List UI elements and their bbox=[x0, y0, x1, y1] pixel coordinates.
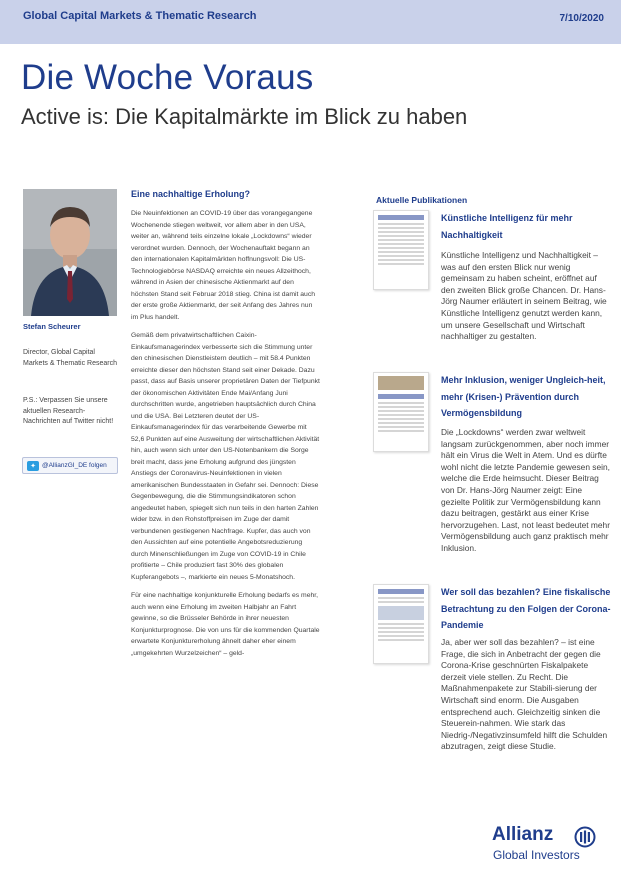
author-role: Director, Global Capital Markets & Thematic Research bbox=[23, 349, 118, 367]
header-date: 7/10/2020 bbox=[559, 13, 604, 24]
article-paragraph: Gemäß dem privatwirtschaftlichen Caixin-Einkaufsmanagerindex verbesserte sich die Stimmung unter den chinesischen Dienstleistern deutlich – mit 58.4 Punkten erreichte dieser den höchsten Stand seit einer Dekade. Dazu passt, dass auf Basis unserer proprietären Daten der Tiefpunkt der ökonomischen Aktivitäten Ende Mai/Anfang Juni durchschritten wurde, angetrieben hauptsächlich durch China und die USA. Bei Letzteren deutet der US-Einkaufsmanagerindex für das verarbeitende Gewerbe mit 52,6 Punkten auf eine Ausweitung der wirtschaftlichen Aktivität hin, auch wenn sich unter den US-Notenbankern die Sorge breit macht, dass jene Erholung aufgrund des jüngsten Anstiegs der Coronavirus-Neuinfektionen in vielen amerikanischen Bundesstaaten in Gefahr sei. Dennoch: Diese Gegenbewegung, die die Stimmungsindikatoren schon angedeutet haben, spiegelt sich nun teils in den harten Zahlen wider bzw. in den Rohstoffpreisen im Zuge der damit verbundenen gestiegenen Nachfrage. Kupfer, das auch von den Aussichten auf eine potentielle Angebotsreduzierung durch Minenschließungen im Zuge von COVID-19 in Chile profitierte – Chile produziert fast 30% des globalen Kupferangebots –, markierte ein neues 5-Monatshoch. bbox=[131, 332, 320, 581]
page-title: Die Woche Voraus bbox=[21, 58, 314, 97]
publications-heading: Aktuelle Publikationen bbox=[376, 195, 468, 205]
logo-brand: Allianz bbox=[492, 824, 554, 845]
article-heading: Eine nachhaltige Erholung? bbox=[131, 189, 251, 199]
allianz-gi-logo bbox=[492, 824, 602, 864]
publication-thumbnail[interactable] bbox=[373, 210, 429, 290]
publication-text: Ja, aber wer soll das bezahlen? – ist eine Frage, die sich in Anbetracht der gegen die Corona-Krise geschnürten Fiskalpakete derzeit viele stellen. Zu Recht. Die Maßnahmenpakete zur Stabili-sierung der Wirtschaft sind enorm. Die Ausgaben entsprechend auch. Gleichzeitig sinken die Steuerein-nahmen. Wie stark das Niedrig-/Negativzinsumfeld hilft die Schulden abzutragen, zeigt diese Studie. bbox=[441, 637, 608, 752]
publication-thumbnail[interactable] bbox=[373, 584, 429, 664]
header-brand-line: Global Capital Markets & Thematic Research bbox=[23, 10, 257, 22]
header-band bbox=[0, 0, 621, 44]
author-ps-note: P.S.: Verpassen Sie unsere aktuellen Research-Nachrichten auf Twitter nicht! bbox=[23, 397, 114, 425]
publication-text: Künstliche Intelligenz und Nachhaltigkeit – was auf den ersten Blick nur wenig gemeinsam zu haben scheint, eröffnet auf den zweiten Blick große Chancen. Dr. Hans-Jörg Naumer erläutert in seinem Beitrag, wie Künstliche Intelligenz genutzt werden kann, um unsere Gesellschaft und Wirtschaft nachhaltiger zu gestalten. bbox=[441, 250, 607, 342]
twitter-icon: ✦ bbox=[27, 461, 39, 471]
twitter-follow-button[interactable] bbox=[22, 457, 118, 474]
publication-title[interactable]: Mehr Inklusion, weniger Ungleich-heit, mehr (Krisen-) Prävention durch Vermögensbildung bbox=[441, 375, 606, 418]
publication-title[interactable]: Künstliche Intelligenz für mehr Nachhaltigkeit bbox=[441, 213, 573, 240]
publication-text: Die „Lockdowns“ werden zwar weltweit langsam zurückgenommen, aber noch immer hält ein Virus die Welt in Atem. Und es dürfte wohl nicht die letzte Pandemie gewesen sein, welche die Erde heimsucht. Dieser Beitrag von Dr. Hans-Jörg Naumer zeigt: Eine gezielte Politik zur Vermögensbildung kann dazu beitragen, gestärkt aus einer Krise hervorzugehen. Last, not least bedeutet mehr Vermögensbildung auch ganz praktisch mehr Inklusion. bbox=[441, 427, 611, 553]
publication-thumbnail[interactable] bbox=[373, 372, 429, 452]
page-subtitle: Active is: Die Kapitalmärkte im Blick zu haben bbox=[21, 104, 468, 129]
author-photo bbox=[23, 189, 117, 316]
twitter-handle: @AllianzGI_DE folgen bbox=[42, 462, 107, 469]
allianz-eagle-icon bbox=[574, 826, 596, 848]
publication-title[interactable]: Wer soll das bezahlen? Eine fiskalische Betrachtung zu den Folgen der Corona-Pandemie bbox=[441, 587, 611, 630]
author-name: Stefan Scheurer bbox=[23, 322, 81, 331]
main-article bbox=[131, 189, 321, 666]
logo-subtitle: Global Investors bbox=[493, 848, 580, 862]
article-paragraph: Für eine nachhaltige konjunkturelle Erholung bedarfs es mehr, auch wenn eine Erholung im zweiten Halbjahr an Fahrt gewinne, so die Brüsseler Behörde in ihrer neuesten Konjunkturprognose. Die von uns für die kommenden Quartale erwartete Konjunkturerholung ähnelt daher eher einem „umgekehrten Wurzelzeichen“ – geld- bbox=[131, 592, 320, 657]
article-paragraph: Die Neuinfektionen an COVID-19 über das vorangegangene Wochenende stiegen weltweit, vor allem aber in den USA, weiter an, während teils einzelne lokale „Lockdowns“ wieder verordnet wurden. Dennoch, der Wochenauftakt begann an den internationalen Kapitalmärkten hoffnungsvoll: Die US-Technologiebörse NASDAQ erreichte ein neues Allzeithoch, während in Asien der chinesische Aktienmarkt auf den höchsten Stand seit Februar 2018 stieg. China ist damit auch der erste große Aktienmarkt, der seit Anfang des Jahres nun im Plus handelt. bbox=[131, 210, 316, 321]
